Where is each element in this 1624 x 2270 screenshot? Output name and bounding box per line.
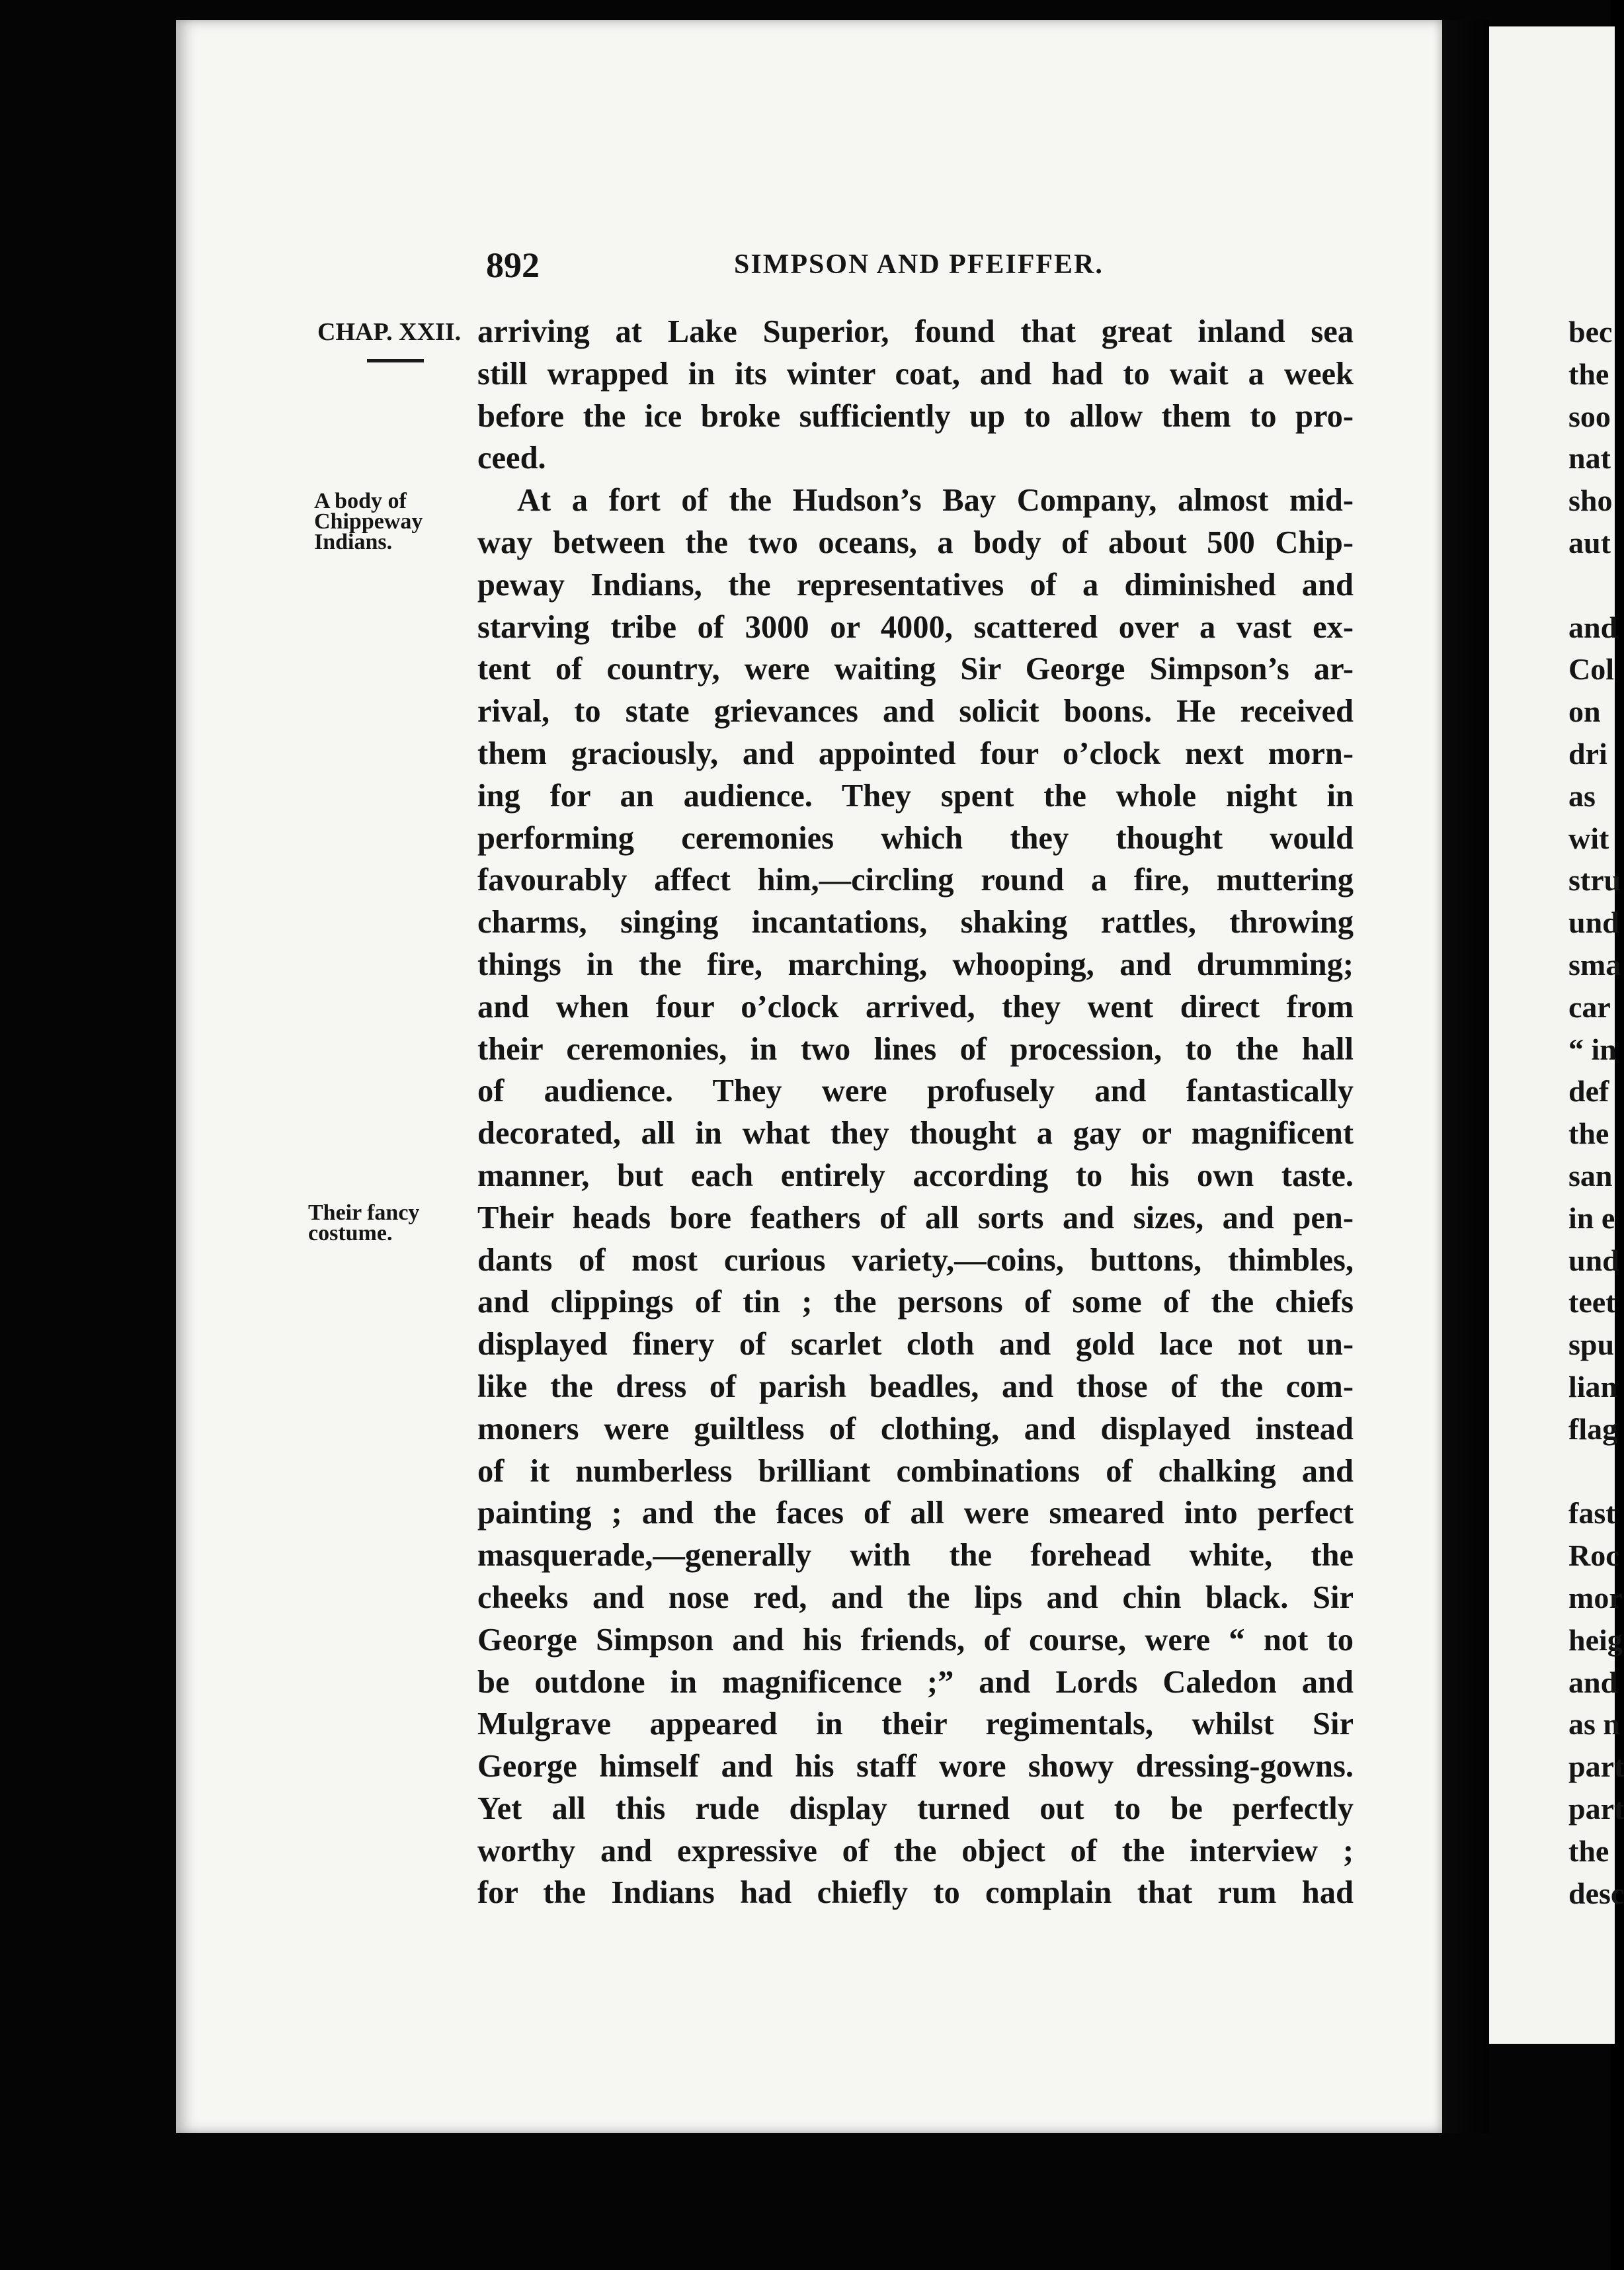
sidenote-chippeway [314, 491, 423, 552]
text-line: ing for an audience. They spent the whole night in [477, 778, 1354, 814]
text-line: Mulgrave appeared in their regimentals, whilst Sir [477, 1706, 1354, 1742]
facing-page-fragment: the [1568, 1116, 1609, 1151]
text-line: manner, but each entirely according to his own taste. [477, 1157, 1354, 1193]
facing-page-fragment: soo [1568, 399, 1611, 433]
text-line: things in the fire, marching, whooping, and drumming; [477, 946, 1354, 982]
text-line: them graciously, and appointed four o’clock next morn- [477, 736, 1354, 771]
facing-page-fragment: in e [1568, 1200, 1615, 1235]
page-number: 892 [486, 245, 540, 285]
text-line: before the ice broke sufficiently up to allow them to pro- [477, 398, 1354, 434]
facing-page-fragment: “ in [1568, 1032, 1617, 1066]
body-text [477, 311, 1354, 1914]
text-line: cheeks and nose red, and the lips and chin black. Sir [477, 1579, 1354, 1615]
text-line: performing ceremonies which they thought would [477, 820, 1354, 856]
text-line: still wrapped in its winter coat, and had to wait a week [477, 356, 1354, 392]
chapter-rule [367, 359, 424, 362]
text-line: way between the two oceans, a body of about 500 Chip- [477, 525, 1354, 560]
text-line: painting ; and the faces of all were smeared into perfect [477, 1495, 1354, 1531]
facing-page-fragment: part [1568, 1749, 1624, 1784]
facing-page-fragment: Col [1568, 652, 1614, 687]
text-line: peway Indians, the representatives of a diminished and [477, 567, 1354, 603]
facing-page-fragment: spu [1568, 1327, 1615, 1362]
text-line: Yet all this rude display turned out to be perfectly [477, 1790, 1354, 1826]
text-line: of audience. They were profusely and fantastically [477, 1073, 1354, 1109]
facing-page-fragment: lian [1568, 1370, 1618, 1404]
facing-page-fragment: und [1568, 1243, 1619, 1277]
text-line: George himself and his staff wore showy dressing-gowns. [477, 1749, 1354, 1785]
facing-page-fragment: the [1568, 357, 1609, 391]
text-line: like the dress of parish beadles, and those of the com- [477, 1368, 1354, 1404]
facing-page-fragment: as [1568, 778, 1596, 813]
text-line: their ceremonies, in two lines of procession, to the hall [477, 1031, 1354, 1067]
text-line: decorated, all in what they thought a gay or magnificent [477, 1116, 1354, 1152]
text-line: be outdone in magnificence ;” and Lords Caledon and [477, 1664, 1354, 1700]
facing-page-fragment: the [1568, 1833, 1609, 1868]
facing-page-fragment: und [1568, 905, 1619, 940]
facing-page-fragment: nat [1568, 441, 1611, 476]
facing-page-fragment: sma [1568, 948, 1621, 982]
sidenote-line: Chippeway [314, 509, 423, 534]
text-line: tent of country, were waiting Sir George Simpson’s ar- [477, 652, 1354, 687]
text-line: worthy and expressive of the object of the interview ; [477, 1833, 1354, 1869]
text-line: displayed finery of scarlet cloth and gold lace not un- [477, 1327, 1354, 1363]
facing-page-fragment: on [1568, 694, 1601, 729]
facing-page-fragment: teet [1568, 1285, 1616, 1320]
running-head: SIMPSON AND PFEIFFER. [734, 249, 1104, 280]
text-line: ceed. [477, 441, 546, 476]
gutter-shadow [1442, 20, 1489, 2133]
text-line: At a fort of the Hudson’s Bay Company, almost mid- [517, 483, 1354, 519]
text-line: rival, to state grievances and solicit boons. He received [477, 694, 1354, 730]
facing-page-fragment: desc [1568, 1876, 1624, 1910]
text-line: charms, singing incantations, shaking rattles, throwing [477, 905, 1354, 941]
facing-page-fragment: stru [1568, 863, 1621, 898]
text-line: masquerade,—generally with the forehead white, the [477, 1538, 1354, 1574]
facing-page-fragment: san [1568, 1159, 1613, 1193]
facing-page-fragment: sho [1568, 483, 1613, 518]
text-line: and clippings of tin ; the persons of some of the chiefs [477, 1284, 1354, 1320]
text-line: of it numberless brilliant combinations of chalking and [477, 1453, 1354, 1489]
chapter-label: CHAP. XXII. [317, 318, 462, 346]
text-line: Their heads bore feathers of all sorts and sizes, and pen- [477, 1200, 1354, 1236]
text-line: George Simpson and his friends, of course, were “ not to [477, 1622, 1354, 1658]
text-line: dants of most curious variety,—coins, buttons, thimbles, [477, 1242, 1354, 1278]
text-line: for the Indians had chiefly to complain that rum had [477, 1875, 1354, 1911]
sidenote-line: Their fancy [308, 1200, 420, 1225]
facing-page-fragment: flag [1568, 1411, 1618, 1446]
sidenote-costume [308, 1202, 419, 1243]
facing-page-fragment: car [1568, 989, 1611, 1024]
facing-page-fragment: mor [1568, 1581, 1623, 1615]
sidenote-line: costume. [308, 1221, 393, 1245]
facing-page-fragment: fast [1568, 1496, 1616, 1531]
facing-page-fragment: heig [1568, 1622, 1623, 1657]
sidenote-line: Indians. [314, 530, 393, 554]
facing-page-fragment: bec [1568, 315, 1613, 349]
facing-page-fragment: wit [1568, 821, 1609, 855]
facing-page-fragment: Roc [1568, 1538, 1619, 1573]
text-line: arriving at Lake Superior, found that great inland sea [477, 314, 1354, 349]
sidenote-line: A body of [314, 489, 407, 513]
facing-page-fragment: dri [1568, 737, 1607, 771]
facing-page-fragment: and [1568, 610, 1618, 644]
text-line: favourably affect him,—circling round a fire, muttering [477, 862, 1354, 898]
facing-page-fragment: as n [1568, 1707, 1620, 1742]
text-line: and when four o’clock arrived, they went direct from [477, 989, 1354, 1025]
facing-page-fragment: and [1568, 1665, 1618, 1699]
text-line: starving tribe of 3000 or 4000, scattered over a vast ex- [477, 609, 1354, 645]
facing-page-fragment: part [1568, 1792, 1624, 1826]
facing-page-fragment: aut [1568, 526, 1611, 560]
text-line: moners were guiltless of clothing, and displayed instead [477, 1411, 1354, 1447]
facing-page-fragment: def [1568, 1074, 1609, 1109]
